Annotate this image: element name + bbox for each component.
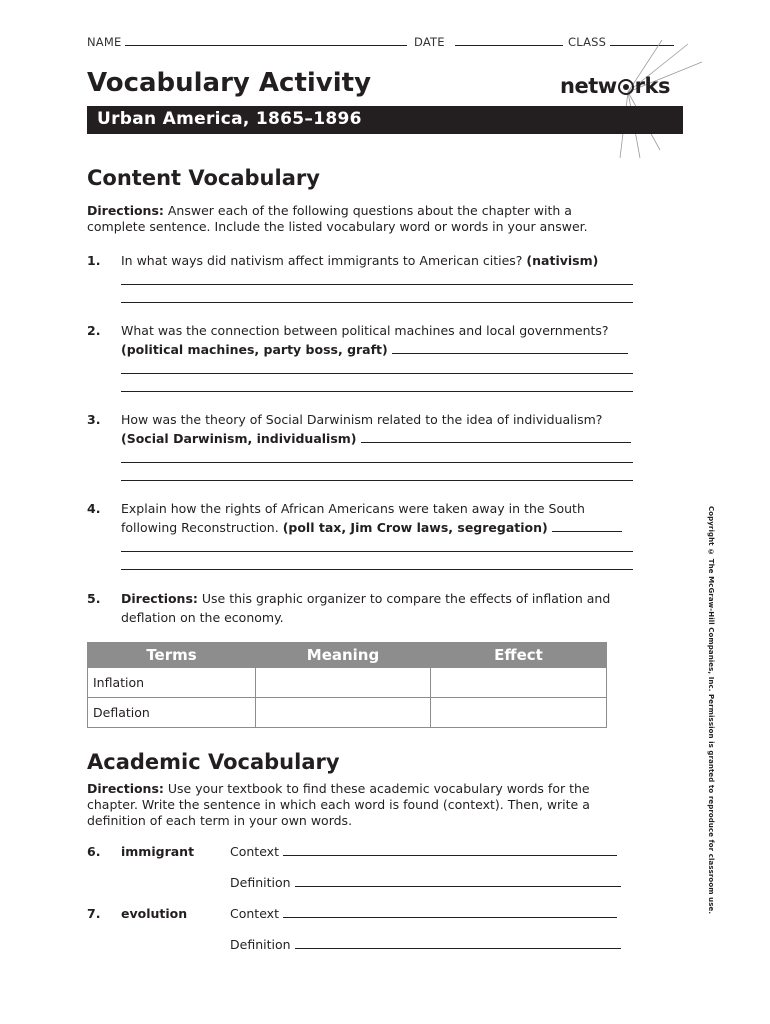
- table-row: [88, 698, 607, 728]
- question-1-words: (nativism): [526, 253, 599, 268]
- class-label: CLASS: [568, 35, 607, 49]
- logo-text-start: netw: [560, 74, 617, 98]
- answer-cell[interactable]: [431, 698, 607, 728]
- answer-inline-blank[interactable]: [552, 520, 622, 532]
- question-3-words: (Social Darwinism, individualism): [121, 431, 357, 446]
- academic-directions-label: Directions:: [87, 781, 164, 796]
- definition-label: Definition: [230, 937, 291, 952]
- content-vocab-heading: Content Vocabulary: [87, 166, 320, 190]
- logo-text-end: rks: [634, 74, 670, 98]
- definition-label: Definition: [230, 875, 291, 890]
- answer-line[interactable]: [121, 373, 633, 374]
- context-blank[interactable]: [283, 906, 617, 918]
- name-blank[interactable]: [125, 34, 407, 46]
- question-2: [121, 321, 641, 359]
- content-vocab-directions: [87, 203, 632, 235]
- column-header-terms: Terms: [88, 643, 256, 668]
- answer-cell[interactable]: [256, 668, 431, 698]
- table-row: [88, 668, 607, 698]
- answer-cell[interactable]: [256, 698, 431, 728]
- table-header-row: [88, 643, 607, 668]
- answer-inline-blank[interactable]: [361, 431, 631, 443]
- row-term-deflation: Deflation: [88, 698, 256, 728]
- definition-blank[interactable]: [295, 875, 621, 887]
- question-4-text: Explain how the rights of African Americans were taken away in the South following Reconstruction.: [121, 501, 585, 535]
- context-blank[interactable]: [283, 844, 617, 856]
- question-5-number: 5.: [87, 591, 101, 606]
- date-label: DATE: [414, 35, 445, 49]
- question-2-text: What was the connection between political machines and local governments?: [121, 323, 609, 338]
- directions-label: Directions:: [87, 203, 164, 218]
- question-5-text: Use this graphic organizer to compare the effects of inflation and deflation on the economy.: [121, 591, 611, 625]
- name-field[interactable]: [87, 34, 407, 49]
- context-label: Context: [230, 844, 279, 859]
- date-field[interactable]: [414, 34, 563, 49]
- item-7-context: [230, 906, 617, 921]
- question-2-number: 2.: [87, 323, 101, 338]
- name-label: NAME: [87, 35, 122, 49]
- date-blank[interactable]: [455, 34, 563, 46]
- academic-directions-text: Use your textbook to find these academic vocabulary words for the chapter. Write the sentence in which each word is found (context). Then, write a definition of each term in your own words.: [87, 781, 590, 828]
- item-7-definition: [230, 937, 621, 952]
- question-3-number: 3.: [87, 412, 101, 427]
- column-header-effect: Effect: [431, 643, 607, 668]
- answer-line[interactable]: [121, 551, 633, 552]
- answer-cell[interactable]: [431, 668, 607, 698]
- academic-vocab-heading: Academic Vocabulary: [87, 750, 340, 774]
- answer-line[interactable]: [121, 284, 633, 285]
- question-4-words: (poll tax, Jim Crow laws, segregation): [282, 520, 548, 535]
- item-6-number: 6.: [87, 844, 101, 859]
- question-3: [121, 410, 641, 448]
- item-7-number: 7.: [87, 906, 101, 921]
- chapter-title: Urban America, 1865–1896: [97, 109, 362, 129]
- item-6-word: immigrant: [121, 844, 195, 859]
- answer-line[interactable]: [121, 391, 633, 392]
- graphic-organizer-table: [87, 642, 607, 728]
- answer-line[interactable]: [121, 569, 633, 570]
- question-3-text: How was the theory of Social Darwinism related to the idea of individualism?: [121, 412, 603, 427]
- context-label: Context: [230, 906, 279, 921]
- page-title: Vocabulary Activity: [87, 68, 372, 98]
- question-2-words: (political machines, party boss, graft): [121, 342, 388, 357]
- question-1-text: In what ways did nativism affect immigrants to American cities?: [121, 253, 523, 268]
- networks-logo: [560, 74, 670, 98]
- item-6-definition: [230, 875, 621, 890]
- question-5: [121, 589, 641, 627]
- answer-line[interactable]: [121, 462, 633, 463]
- answer-line[interactable]: [121, 480, 633, 481]
- question-5-directions-label: Directions:: [121, 591, 198, 606]
- item-6-context: [230, 844, 617, 859]
- logo-o-icon: [618, 79, 634, 95]
- row-term-inflation: Inflation: [88, 668, 256, 698]
- question-1: [121, 251, 641, 270]
- column-header-meaning: Meaning: [256, 643, 431, 668]
- question-4: [121, 499, 641, 537]
- definition-blank[interactable]: [295, 937, 621, 949]
- question-4-number: 4.: [87, 501, 101, 516]
- copyright-notice: Copyright © The McGraw-Hill Companies, Inc. Permission is granted to reproduce for classroom use.: [707, 506, 715, 915]
- decorative-rays: [600, 40, 710, 160]
- answer-line[interactable]: [121, 302, 633, 303]
- directions-text: Answer each of the following questions about the chapter with a complete sentence. Include the listed vocabulary word or words in your answer.: [87, 203, 588, 234]
- item-7-word: evolution: [121, 906, 188, 921]
- academic-vocab-directions: [87, 781, 632, 829]
- question-1-number: 1.: [87, 253, 101, 268]
- answer-inline-blank[interactable]: [392, 342, 628, 354]
